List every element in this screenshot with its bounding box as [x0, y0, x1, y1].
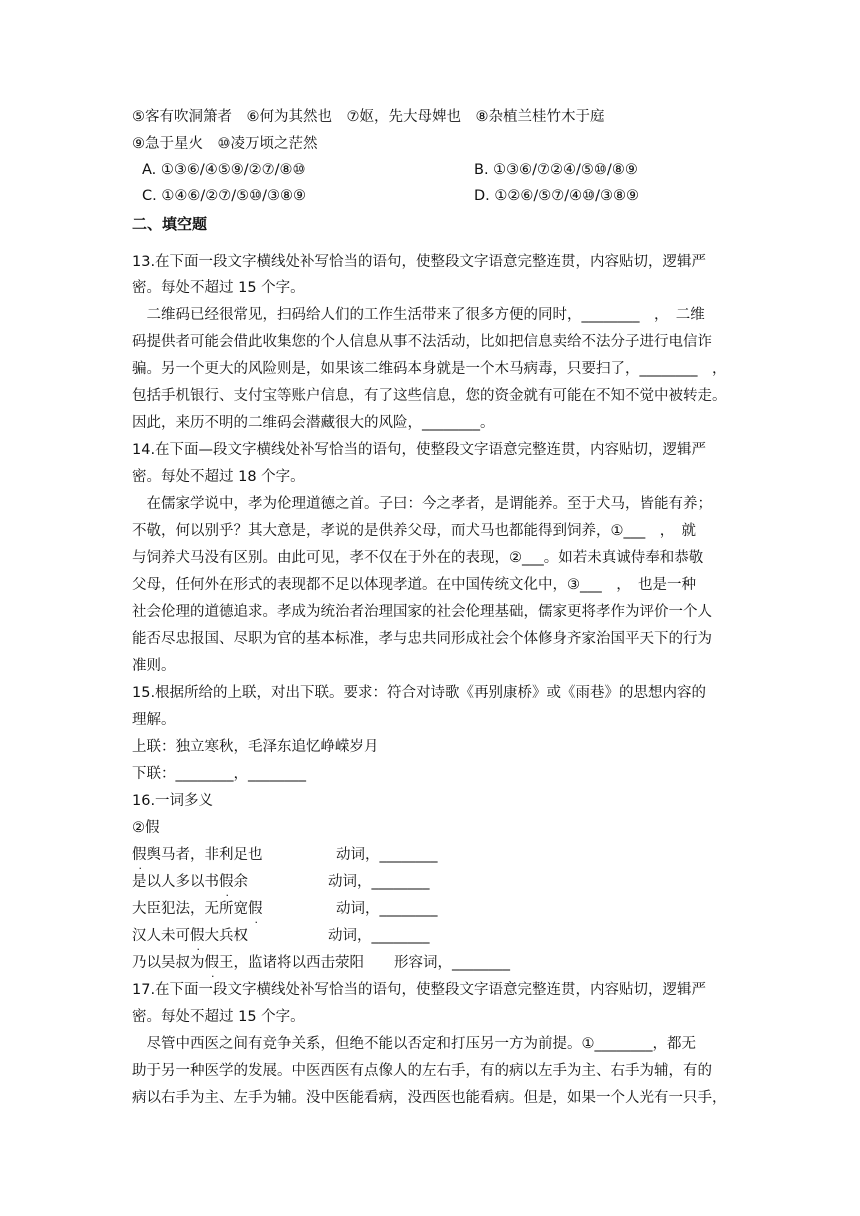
q12-option-b: B. ①③⑥/⑦②④/⑤⑩/⑧⑨ — [474, 162, 638, 178]
q16-sentence: 大臣犯法，无所宽假 — [132, 901, 263, 917]
q16-answer-blank: 动词，________ — [336, 901, 438, 917]
q14-line: 密。每处不超过 18 个字。 — [132, 469, 305, 485]
q16-sentence: 是以人多以书假余 — [132, 874, 248, 890]
q16-sentence: 乃以吴叔为假王，监诸将以西击荥阳 — [132, 955, 364, 971]
q12-option-c: C. ①④⑥/②⑦/⑤⑩/③⑧⑨ — [142, 188, 306, 204]
q13-line: 因此，来历不明的二维码会潜藏很大的风险，________。 — [132, 415, 495, 431]
q14-line: 不敬，何以别乎？其大意是，孝说的是供养父母，而犬马也都能得到饲养，①___ ， 就 — [132, 523, 696, 539]
q16-word: ②假 — [132, 820, 160, 836]
q14-line: 社会伦理的道德追求。孝成为统治者治理国家的社会伦理基础，儒家更将孝作为评价一个人 — [132, 604, 712, 620]
emphasized-char: 假 — [219, 874, 234, 890]
q16-title: 16.一词多义 — [132, 793, 214, 809]
q13-line: 包括手机银行、支付宝等账户信息，有了这些信息，您的资金就有可能在不知不觉中被转走。 — [132, 388, 727, 404]
q17-line: 密。每处不超过 15 个字。 — [132, 1009, 305, 1025]
emphasized-char: 假 — [132, 847, 147, 863]
q13-line: 码提供者可能会借此收集您的个人信息从事不法活动，比如把信息卖给不法分子进行电信诈 — [132, 334, 712, 350]
q16-answer-blank: 动词，________ — [336, 847, 438, 863]
q15-line: 理解。 — [132, 712, 176, 728]
q17-line: 17.在下面一段文字横线处补写恰当的语句，使整段文字语意完整连贯，内容贴切，逻辑严 — [132, 982, 707, 998]
q14-line: 能否尽忠报国、尽职为官的基本标准，孝与忠共同形成社会个体修身齐家治国平天下的行为 — [132, 631, 712, 647]
q12-items-line2: ⑨急于星火 ⑩凌万顷之茫然 — [132, 136, 318, 152]
q16-answer-blank: 形容词，________ — [394, 955, 510, 971]
q12-option-a: A. ①③⑥/④⑤⑨/②⑦/⑧⑩ — [142, 162, 306, 178]
emphasized-char: 假 — [204, 955, 219, 971]
q14-line: 与饲养犬马没有区别。由此可见，孝不仅在于外在的表现，②___。如若未真诚侍奉和恭敬 — [132, 550, 704, 566]
emphasized-char: 假 — [190, 928, 205, 944]
q13-line: 密。每处不超过 15 个字。 — [132, 280, 305, 296]
q13-line: 骗。另一个更大的风险则是，如果该二维码本身就是一个木马病毒，只要扫了，________ ， — [132, 361, 727, 377]
q15-line: 上联：独立寒秋，毛泽东追忆峥嵘岁月 — [132, 739, 379, 755]
q14-line: 14.在下面—段文字横线处补写恰当的语句，使整段文字语意完整连贯，内容贴切，逻辑严 — [132, 442, 707, 458]
q16-sentence: 汉人未可假大兵权 — [132, 928, 248, 944]
q14-line: 在儒家学说中，孝为伦理道德之首。子曰：今之孝者，是谓能养。至于犬马，皆能有养； — [132, 496, 712, 512]
q12-items-line1: ⑤客有吹洞箫者 ⑥何为其然也 ⑦妪，先大母婢也 ⑧杂植兰桂竹木于庭 — [132, 109, 605, 125]
q17-line: 助于另一种医学的发展。中医西医有点像人的左右手，有的病以左手为主、右手为辅，有的 — [132, 1063, 712, 1079]
q13-line: 13.在下面一段文字横线处补写恰当的语句，使整段文字语意完整连贯，内容贴切，逻辑严 — [132, 254, 707, 270]
q14-line: 准则。 — [132, 658, 176, 674]
q16-sentence: 假舆马者，非利足也 — [132, 847, 263, 863]
q15-line: 下联：________，________ — [132, 766, 306, 782]
q16-answer-blank: 动词，________ — [328, 874, 430, 890]
section-title: 二、填空题 — [132, 215, 208, 233]
q15-line: 15.根据所给的上联，对出下联。要求：符合对诗歌《再别康桥》或《雨巷》的思想内容的 — [132, 685, 707, 701]
emphasized-char: 假 — [248, 901, 263, 917]
q12-option-d: D. ①②⑥/⑤⑦/④⑩/③⑧⑨ — [474, 188, 640, 204]
q13-line: 二维码已经很常见，扫码给人们的工作生活带来了很多方便的同时，________ ， 二维 — [132, 307, 705, 323]
q16-answer-blank: 动词，________ — [328, 928, 430, 944]
q14-line: 父母，任何外在形式的表现都不足以体现孝道。在中国传统文化中，③___ ， 也是一种 — [132, 577, 696, 593]
q17-line: 尽管中西医之间有竞争关系，但绝不能以否定和打压另一方为前提。①________，都无 — [132, 1036, 696, 1052]
q17-line: 病以右手为主、左手为辅。没中医能看病，没西医也能看病。但是，如果一个人光有一只手， — [132, 1090, 727, 1106]
